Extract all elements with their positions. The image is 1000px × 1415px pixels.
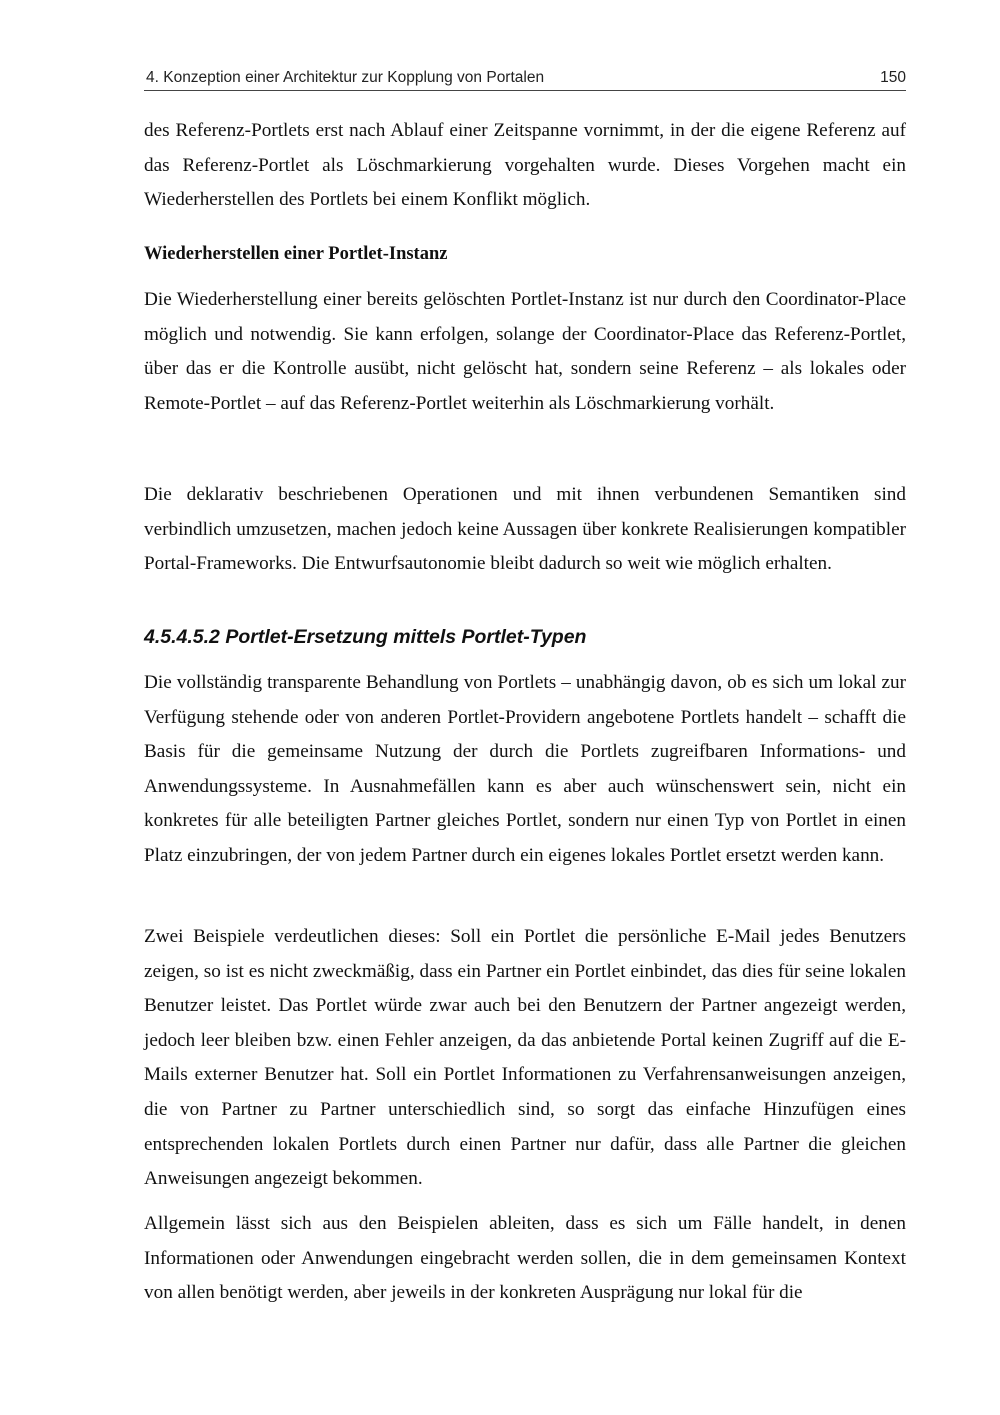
paragraph-beispiele: Zwei Beispiele verdeutlichen dieses: Soll ein Portlet die persönliche E-Mail jedes Benutzers zeigen, so ist es nicht zweckmäßig, dass ein Partner ein Portlet einbindet, das dies für seine lokalen Benutzer leistet. Das Portlet würde zwar auch bei den Benutzern der Partner angezeigt werden, jedoch leer bleiben bzw. einen Fehler anzeigen, da das anbietende Portal keinen Zugriff auf die E-Mails externer Benutzer hat. Soll ein Portlet Informationen zu Verfahrensanweisungen anzeigen, die von Partner zu Partner unterschiedlich sind, so sorgt das einfache Hinzufügen eines entsprechenden lokalen Portlets durch einen Partner nur dafür, dass alle Partner die gleichen Anweisungen angezeigt bekommen.	[144, 926, 906, 1190]
chapter-title: 4. Konzeption einer Architektur zur Kopplung von Portalen	[146, 69, 545, 86]
section-heading-portlet-ersetzung: 4.5.4.5.2 Portlet-Ersetzung mittels Portlet-Typen	[144, 626, 587, 648]
paragraph-allgemein: Allgemein lässt sich aus den Beispielen ableiten, dass es sich um Fälle handelt, in denen Informationen oder Anwendungen eingebracht werden sollen, die in dem gemeinsamen Kontext von allen benötigt werden, aber jeweils in der konkreten Ausprägung nur lokal für die	[144, 1213, 906, 1304]
page-number: 150	[880, 69, 906, 86]
paragraph-continuation: des Referenz-Portlets erst nach Ablauf einer Zeitspanne vornimmt, in der die eigene Referenz auf das Referenz-Portlet als Löschmarkierung vorgehalten wurde. Dieses Vorgehen macht ein Wiederherstellen des Portlets bei einem Konflikt möglich.	[144, 120, 906, 211]
paragraph-transparente-behandlung: Die vollständig transparente Behandlung von Portlets – unabhängig davon, ob es sich um lokal zur Verfügung stehende oder von anderen Portlet-Providern angebotene Portlets handelt – schafft die Basis für die gemeinsame Nutzung der durch die Portlets zugreifbaren Informations- und Anwendungssysteme. In Ausnahmefällen kann es aber auch wünschenswert sein, nicht ein konkretes für alle beteiligten Partner gleiches Portlet, sondern nur einen Typ von Portlet in einen Platz einzubringen, der von jedem Partner durch ein eigenes lokales Portlet ersetzt werden kann.	[144, 672, 906, 866]
paragraph-wiederherstellung: Die Wiederherstellung einer bereits gelöschten Portlet-Instanz ist nur durch den Coordinator-Place möglich und notwendig. Sie kann erfolgen, solange der Coordinator-Place das Referenz-Portlet, über das er die Kontrolle ausübt, nicht gelöscht hat, sondern seine Referenz – als lokales oder Remote-Portlet – auf das Referenz-Portlet weiterhin als Löschmarkierung vorhält.	[144, 289, 906, 414]
subheading-wiederherstellen: Wiederherstellen einer Portlet-Instanz	[144, 244, 448, 264]
paragraph-deklarativ: Die deklarativ beschriebenen Operationen und mit ihnen verbundenen Semantiken sind verbindlich umzusetzen, machen jedoch keine Aussagen über konkrete Realisierungen kompatibler Portal-Frameworks. Die Entwurfsautonomie bleibt dadurch so weit wie möglich erhalten.	[144, 484, 906, 575]
running-header	[144, 68, 906, 91]
